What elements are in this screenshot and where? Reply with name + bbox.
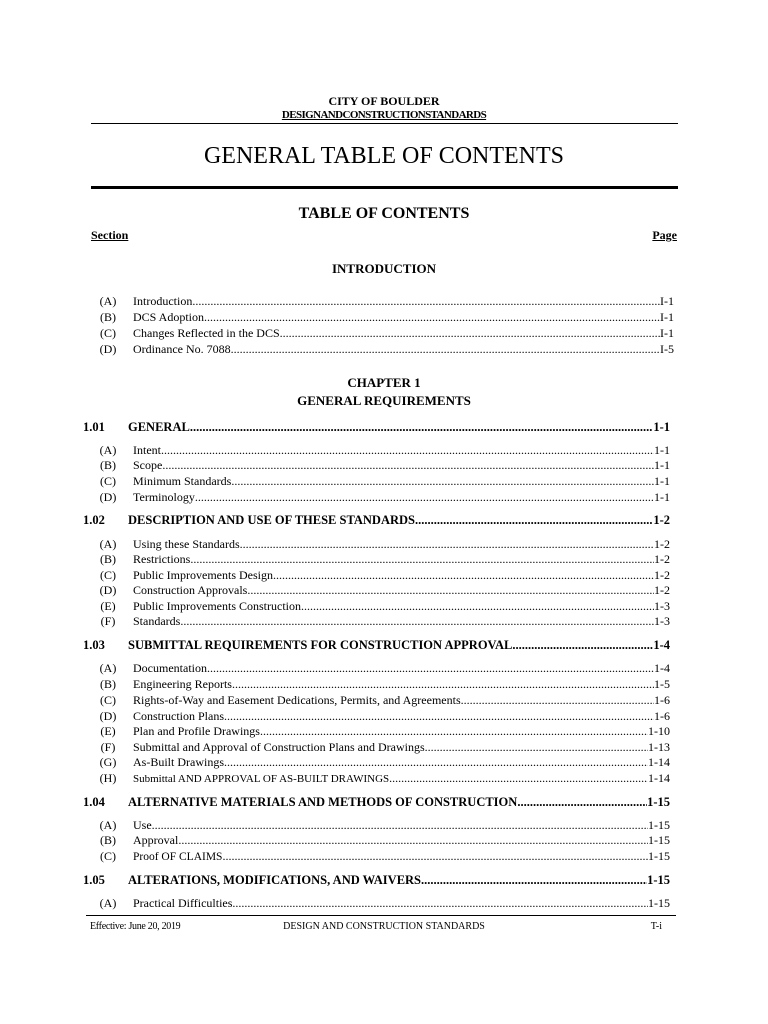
toc-entry[interactable] xyxy=(91,458,670,474)
entry-page: 1-5 xyxy=(654,677,670,691)
chapter-number: CHAPTER 1 xyxy=(347,375,421,390)
entry-label: (A) xyxy=(99,443,117,457)
entry-label: (C) xyxy=(100,693,116,707)
entry-label: (F) xyxy=(100,614,116,628)
toc-entry[interactable] xyxy=(91,537,670,553)
dot-leader xyxy=(180,614,654,629)
toc-section-entry[interactable] xyxy=(83,513,670,529)
entry-label: (A) xyxy=(99,896,117,910)
dot-leader xyxy=(152,818,648,833)
entry-text: Submittal AND APPROVAL OF AS-BUILT DRAWINGS xyxy=(133,773,390,785)
entry-label: (E) xyxy=(100,724,116,738)
entry-label: (B) xyxy=(100,458,116,472)
entry-label: (D) xyxy=(99,490,117,504)
entry-page: 1-2 xyxy=(654,568,670,582)
dot-leader xyxy=(161,443,654,458)
effective-date: Effective: June 20, 2019 xyxy=(90,921,181,932)
dot-leader xyxy=(195,490,654,505)
section-title: SUBMITTAL REQUIREMENTS FOR CONSTRUCTION APPROVAL xyxy=(128,638,513,652)
toc-entry[interactable] xyxy=(91,833,670,849)
entry-label: (A) xyxy=(99,537,117,551)
toc-entry[interactable] xyxy=(91,614,670,630)
dot-leader xyxy=(247,583,654,598)
entry-page: 1-15 xyxy=(648,818,670,832)
entry-label: (C) xyxy=(100,474,116,488)
toc-entry[interactable] xyxy=(91,818,670,834)
entry-label: (G) xyxy=(99,755,117,769)
toc-entry[interactable] xyxy=(91,568,670,584)
section-page: 1-15 xyxy=(647,795,670,809)
toc-entry[interactable] xyxy=(91,849,670,865)
entry-text: Restrictions xyxy=(133,552,191,566)
entry-label: (B) xyxy=(100,833,116,847)
entry-page: 1-14 xyxy=(648,755,670,769)
dot-leader xyxy=(421,873,647,888)
introduction-heading: INTRODUCTION xyxy=(331,261,436,276)
toc-entry[interactable] xyxy=(91,661,670,677)
dot-leader xyxy=(512,638,653,653)
dot-leader xyxy=(190,552,654,567)
entry-label: (B) xyxy=(100,552,116,566)
entry-label: (C) xyxy=(100,568,116,582)
entry-label: (D) xyxy=(99,342,117,356)
toc-entry[interactable] xyxy=(91,724,670,740)
entry-page: 1-1 xyxy=(654,474,670,488)
page-title: GENERAL TABLE OF CONTENTS xyxy=(203,143,565,169)
dot-leader xyxy=(280,326,660,341)
entry-page: 1-1 xyxy=(654,443,670,457)
footer-rule xyxy=(86,915,676,916)
entry-text: Documentation xyxy=(133,661,207,675)
entry-text: Changes Reflected in the DCS xyxy=(133,326,280,340)
entry-text: Using these Standards xyxy=(133,537,240,551)
entry-page: 1-15 xyxy=(648,849,670,863)
dot-leader xyxy=(231,474,654,489)
dot-leader xyxy=(260,724,648,739)
dot-leader xyxy=(232,677,654,692)
entry-page: 1-15 xyxy=(648,896,670,910)
entry-page: 1-3 xyxy=(654,599,670,613)
entry-label: (E) xyxy=(100,599,116,613)
toc-entry[interactable] xyxy=(91,693,670,709)
entry-text: Rights-of-Way and Easement Dedications, Permits, and Agreements xyxy=(133,693,461,707)
entry-text: Construction Approvals xyxy=(133,583,248,597)
title-rule xyxy=(91,186,678,189)
section-number: 1.03 xyxy=(83,638,105,652)
entry-text: Submittal and Approval of Construction Plans and Drawings xyxy=(133,740,425,754)
entry-page: 1-2 xyxy=(654,583,670,597)
toc-entry[interactable] xyxy=(91,342,674,358)
entry-text: Ordinance No. 7088 xyxy=(133,342,231,356)
entry-page: 1-13 xyxy=(648,740,670,754)
toc-title: TABLE OF CONTENTS xyxy=(298,205,470,222)
entry-label: (A) xyxy=(99,661,117,675)
dot-leader xyxy=(425,740,648,755)
page-column-header: Page xyxy=(652,228,677,242)
toc-entry[interactable] xyxy=(91,896,670,912)
entry-label: (D) xyxy=(99,709,117,723)
entry-page: 1-2 xyxy=(654,552,670,566)
entry-label: (C) xyxy=(100,326,116,340)
entry-label: (D) xyxy=(99,583,117,597)
entry-label: (B) xyxy=(100,310,116,324)
entry-text: Proof OF CLAIMS xyxy=(133,851,223,863)
entry-text: Use xyxy=(133,818,152,832)
entry-page: I-1 xyxy=(660,326,674,340)
toc-entry[interactable] xyxy=(91,709,670,725)
entry-text: Scope xyxy=(133,458,163,472)
entry-text: Practical Difficulties xyxy=(133,896,233,910)
entry-text: DCS Adoption xyxy=(133,310,205,324)
dot-leader xyxy=(192,294,660,309)
header-rule xyxy=(91,123,678,124)
toc-entry[interactable] xyxy=(91,755,670,771)
entry-label: (A) xyxy=(99,294,117,308)
toc-entry[interactable] xyxy=(91,443,670,459)
section-title: ALTERNATIVE MATERIALS AND METHODS OF CONSTRUCTION xyxy=(128,795,518,809)
chapter-title: GENERAL REQUIREMENTS xyxy=(297,393,471,408)
dot-leader xyxy=(224,709,654,724)
dot-leader xyxy=(415,513,653,528)
entry-label: (B) xyxy=(100,677,116,691)
entry-page: 1-1 xyxy=(654,458,670,472)
entry-text: Terminology xyxy=(133,490,195,504)
toc-entry[interactable] xyxy=(91,326,674,342)
dot-leader xyxy=(224,755,648,770)
entry-text: Engineering Reports xyxy=(133,677,232,691)
dot-leader xyxy=(240,537,654,552)
section-title: GENERAL xyxy=(128,420,190,434)
entry-text: Minimum Standards xyxy=(133,474,232,488)
standards-name: DESIGNANDCONSTRUCTIONSTANDARDS xyxy=(281,109,487,121)
toc-entry[interactable] xyxy=(91,771,670,787)
toc-entry[interactable] xyxy=(91,599,670,615)
toc-entry[interactable] xyxy=(91,490,670,506)
entry-page: I-1 xyxy=(660,294,674,308)
dot-leader xyxy=(178,833,648,848)
dot-leader xyxy=(207,661,654,676)
entry-label: (C) xyxy=(100,849,116,863)
entry-page: 1-1 xyxy=(654,490,670,504)
toc-entry[interactable] xyxy=(91,310,674,326)
dot-leader xyxy=(232,896,648,911)
section-page: 1-15 xyxy=(647,873,670,887)
dot-leader xyxy=(517,795,647,810)
dot-leader xyxy=(301,599,654,614)
section-column-header: Section xyxy=(91,228,129,242)
entry-page: 1-10 xyxy=(648,724,670,738)
toc-section-entry[interactable] xyxy=(83,638,670,654)
entry-page: 1-6 xyxy=(654,693,670,707)
page-number: T-i xyxy=(650,921,662,932)
dot-leader xyxy=(273,568,654,583)
footer-title: DESIGN AND CONSTRUCTION STANDARDS xyxy=(283,921,485,932)
entry-text: Public Improvements Construction xyxy=(133,599,301,613)
toc-section-entry[interactable] xyxy=(83,420,670,436)
entry-page: 1-6 xyxy=(654,709,670,723)
toc-entry[interactable] xyxy=(91,552,670,568)
section-title: DESCRIPTION AND USE OF THESE STANDARDS xyxy=(128,513,415,527)
section-title: ALTERATIONS, MODIFICATIONS, AND WAIVERS xyxy=(128,873,422,887)
toc-section-entry[interactable] xyxy=(83,795,670,811)
section-number: 1.02 xyxy=(83,513,105,527)
entry-text: Approval xyxy=(133,833,179,847)
section-number: 1.04 xyxy=(83,795,105,809)
section-page: 1-4 xyxy=(653,638,670,652)
toc-entry[interactable] xyxy=(91,294,674,310)
dot-leader xyxy=(204,310,660,325)
toc-entry[interactable] xyxy=(91,474,670,490)
entry-page: I-1 xyxy=(660,310,674,324)
entry-page: I-5 xyxy=(660,342,674,356)
entry-text: Public Improvements Design xyxy=(133,568,273,582)
dot-leader xyxy=(389,771,648,786)
entry-text: Construction Plans xyxy=(133,709,225,723)
toc-entry[interactable] xyxy=(91,583,670,599)
dot-leader xyxy=(222,849,648,864)
dot-leader xyxy=(162,458,654,473)
entry-text: Introduction xyxy=(133,294,193,308)
entry-page: 1-3 xyxy=(654,614,670,628)
city-name: CITY OF BOULDER xyxy=(328,94,440,108)
toc-section-entry[interactable] xyxy=(83,873,670,889)
entry-page: 1-15 xyxy=(648,833,670,847)
section-page: 1-1 xyxy=(653,420,670,434)
entry-page: 1-4 xyxy=(654,661,670,675)
entry-page: 1-14 xyxy=(648,771,670,785)
toc-entry[interactable] xyxy=(91,740,670,756)
entry-text: Standards xyxy=(133,614,181,628)
entry-label: (F) xyxy=(100,740,116,754)
entry-text: As-Built Drawings xyxy=(133,755,224,769)
section-number: 1.05 xyxy=(83,873,105,887)
section-page: 1-2 xyxy=(653,513,670,527)
entry-label: (A) xyxy=(99,818,117,832)
dot-leader xyxy=(231,342,660,357)
entry-text: Intent xyxy=(133,443,161,457)
dot-leader xyxy=(190,420,654,435)
toc-entry[interactable] xyxy=(91,677,670,693)
dot-leader xyxy=(461,693,654,708)
entry-page: 1-2 xyxy=(654,537,670,551)
entry-label: (H) xyxy=(99,771,117,785)
entry-text: Plan and Profile Drawings xyxy=(133,724,260,738)
section-number: 1.01 xyxy=(83,420,105,434)
